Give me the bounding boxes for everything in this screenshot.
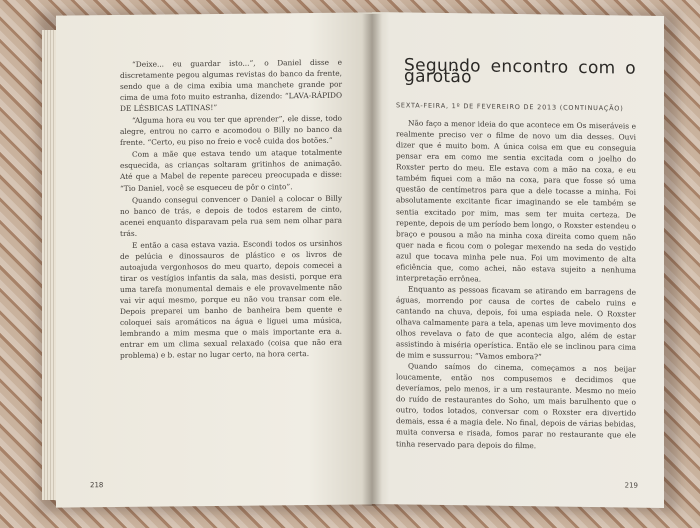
left-page-number: 218 xyxy=(90,481,104,490)
left-paragraph-5: E então a casa estava vazia. Escondi todos os ursinhos de pelúcia e dinossauros de plástico e os livros de autoajuda vergonhosos do meu quarto, depois comecei a tirar os vestígios infantis da sala, mas desisti, porque era uma tarefa monumental demais e ele provavelmente não vai vir aqui mesmo, porque eu não vou transar com ele. Depois preparei um banho de banheira bem quente e coloquei sais aromáticos na água e liguei uma música, lembrando a mim mesma que o mais importante era a. entrar em um clima sexual relaxado (coisa que não era problema) e b. estar no lugar certo, na hora certa. xyxy=(120,238,342,361)
book-gutter xyxy=(362,14,382,506)
right-paragraph-3: Quando saímos do cinema, começamos a nos beijar loucamente, então nos compusemos e decidimos que deveríamos, pelo menos, ir a um restaurante. Mesmo no meio do ruído de restaurantes do Soho, um mais barulhento que o outro, todos lotados, conversar com o Roxster era divertido demais, essa é a magia dele. No final, depois de várias bebidas, muita conversa e risada, fomos parar no restaurante que ele tinha reservado para depois do filme. xyxy=(396,361,636,450)
left-paragraph-2: “Alguma hora eu vou ter que aprender”, ele disse, todo alegre, entrou no carro e acomodou o Billy no banco da frente. “Certo, eu piso no freio e você cuida dos botões.” xyxy=(120,113,342,148)
right-paragraph-1: Não faço a menor ideia do que acontece em Os miseráveis e realmente preciso ver o filme de novo um dia desses. Ouvi dizer que é muito bom. A única coisa em que eu conseguia pensar era em como me sentia excitada com o joelho do Roxster perto do meu. Ele estava com a mão na coxa, e eu também fiquei com a mão na coxa, para que fosse só uma questão de centímetros para que a dele tocasse a minha. Foi absolutamente excitante ficar imaginando se ele também se sentia excitado por mim, mas sem ter muita certeza. De repente, depois de um período bem longo, o Roxster estendeu o braço e pousou a mão na minha coxa direita como quem não quer nada e ficou com o polegar mexendo na seda do vestido azul que tocava minha pele nua. Foi um movimento de alta eficiência que, como achei, não estava sujeito a nenhuma interpretação errônea. xyxy=(396,118,637,284)
right-page-number: 219 xyxy=(624,481,638,490)
chapter-title: Segundo encontro com o garotão xyxy=(404,55,636,88)
right-page xyxy=(372,12,664,508)
left-paragraph-3: Com a mãe que estava tendo um ataque totalmente esquecida, as crianças soltaram gritinhos de animação. Até que a Mabel de repente pareceu preocupada e disse: “Tio Daniel, você se esqueceu de pôr o cinto”. xyxy=(120,148,342,193)
left-paragraph-4: Quando consegui convencer o Daniel a colocar o Billy no banco de trás, e depois de todos estarem de cinto, acenei enquanto disparavam pela rua sem nem olhar para trás. xyxy=(120,193,342,238)
left-paragraph-1: “Deixe... eu guardar isto...”, o Daniel disse e discretamente pegou algumas revistas do banco da frente, sendo que a de cima exibia uma manchete grande por cima de uma foto muito estranha, dizendo: “LAVA-RÁPIDO DE LÉSBICAS LATINAS!” xyxy=(120,57,342,114)
chapter-dateline: SEXTA-FEIRA, 1º DE FEVEREIRO DE 2013 (CONTINUAÇÃO) xyxy=(396,101,624,113)
left-page xyxy=(56,12,372,507)
right-paragraph-2: Enquanto as pessoas ficavam se atirando em barragens de águas, morrendo por causa de cortes de cabelo ruins e cantando na chuva, depois, foi uma espiada nele. O Roxster olhava calmamente para a tela, apenas um leve movimento dos olhos revelava o fato de que acontecia algo, além de estar assistindo à miséria operística. Então ele se inclinou para cima de mim e sussurrou: “Vamos embora?” xyxy=(396,284,636,362)
